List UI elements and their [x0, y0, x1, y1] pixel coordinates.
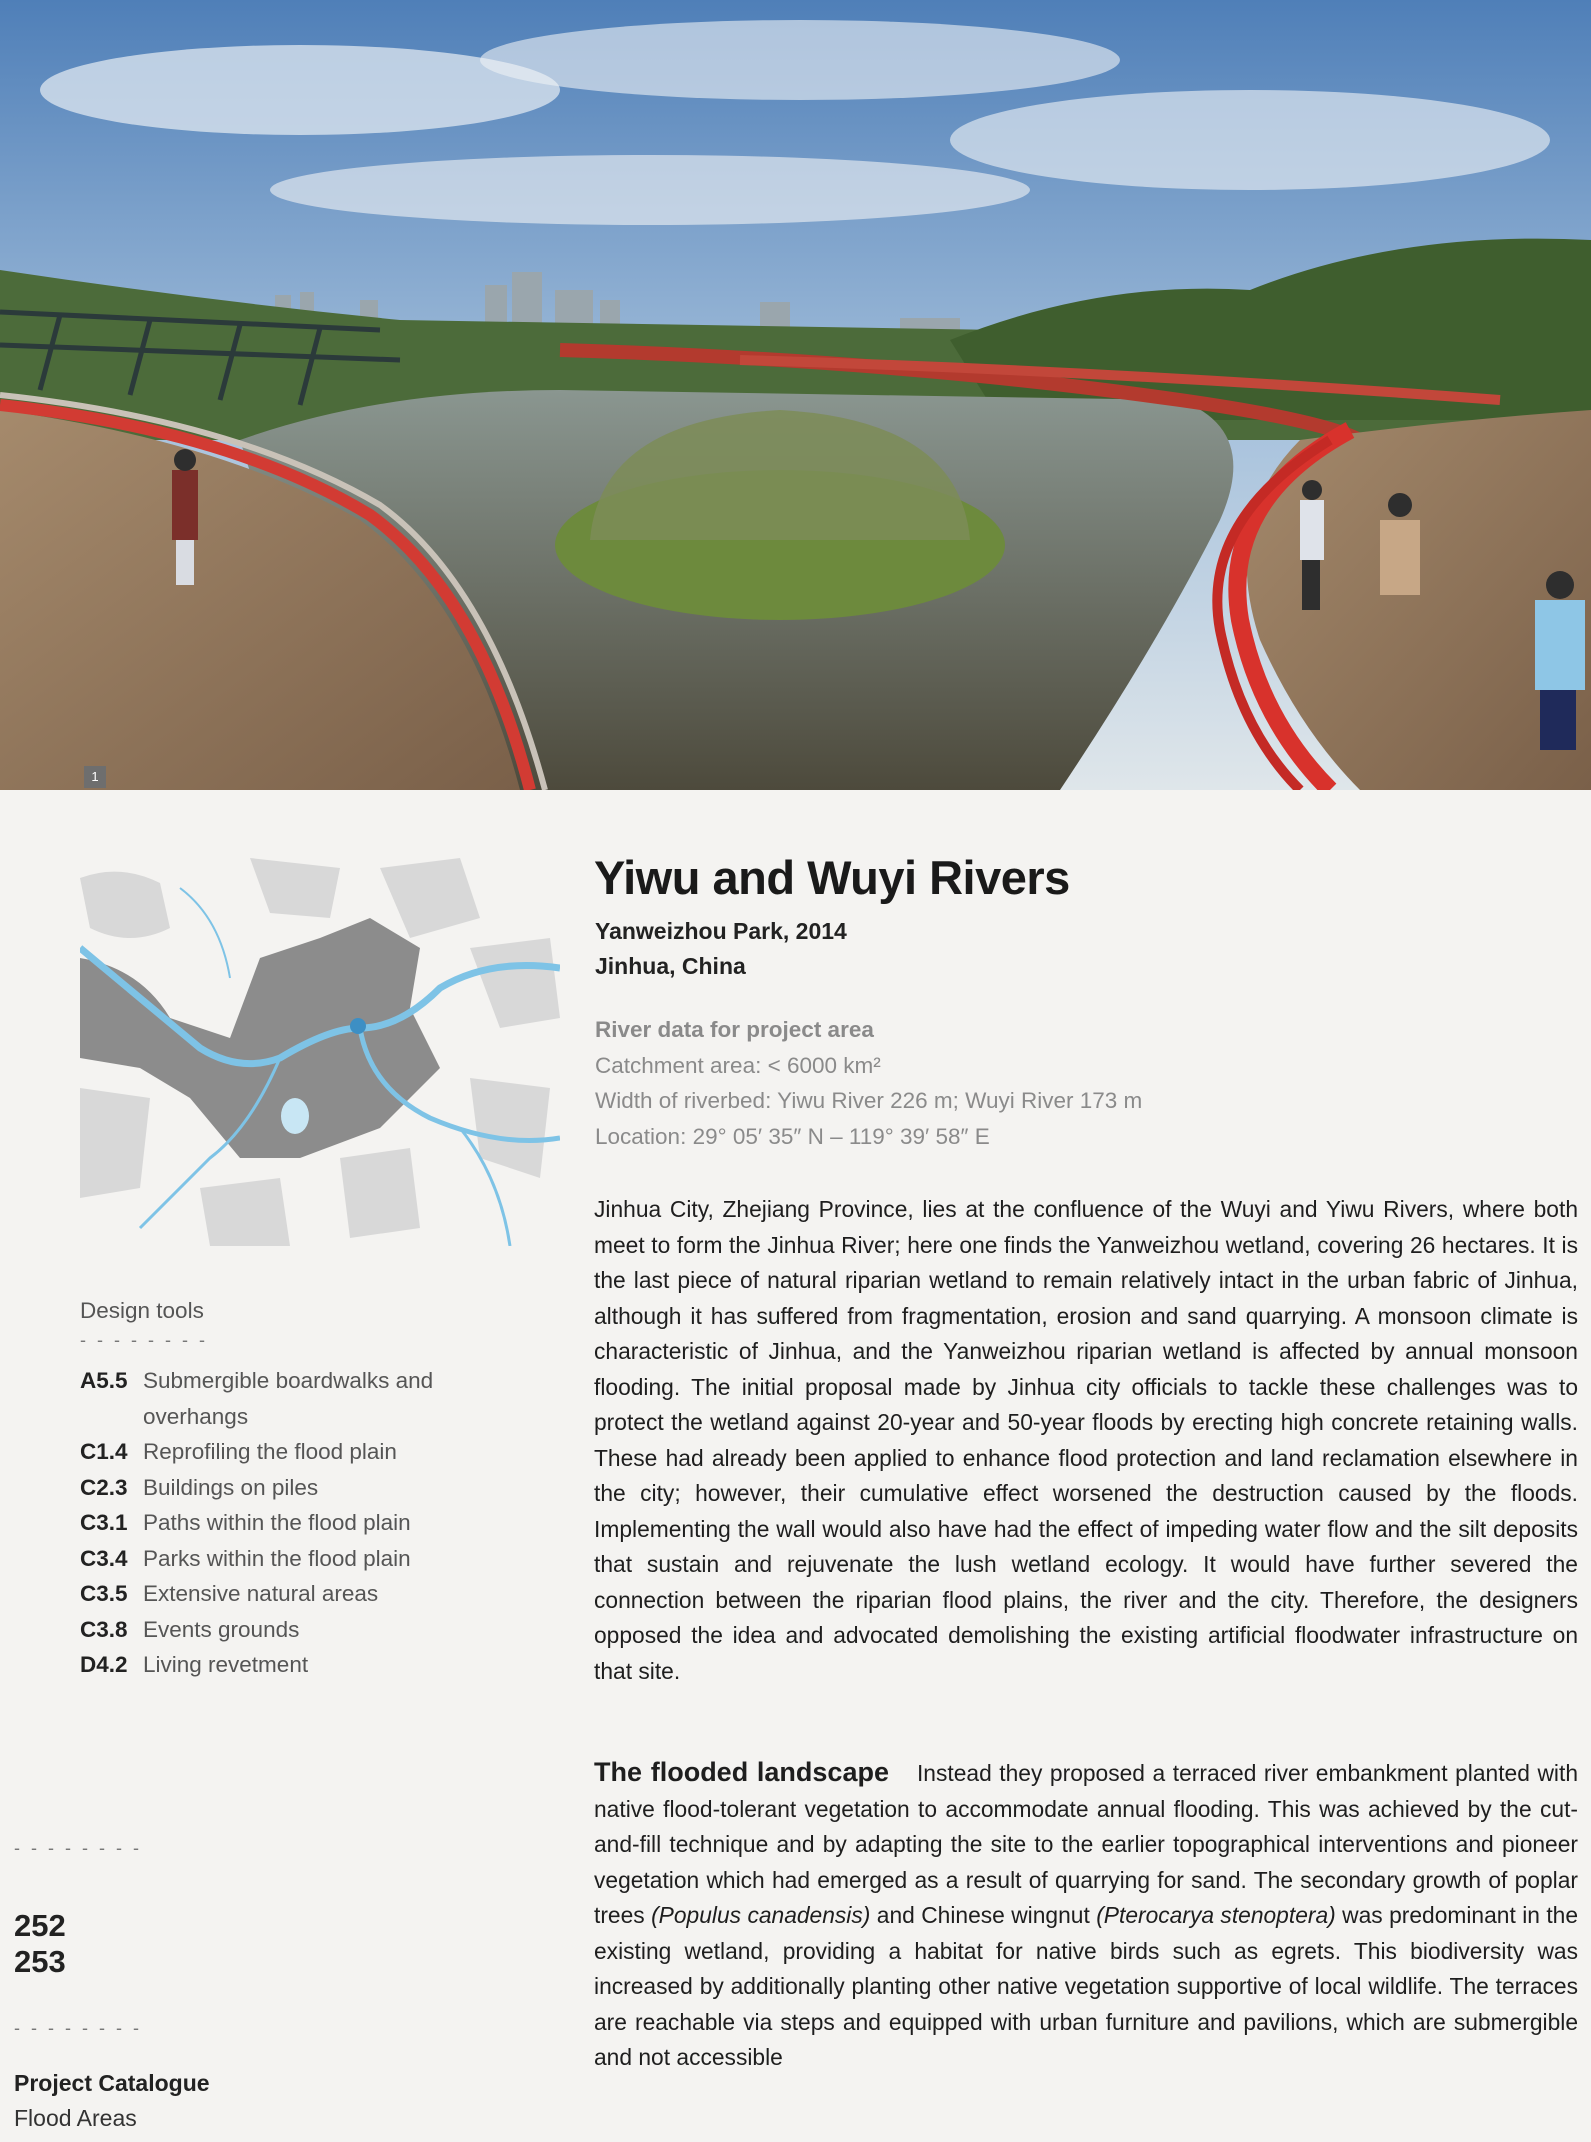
river-data-line: Width of riverbed: Yiwu River 226 m; Wuyi River 173 m — [595, 1088, 1143, 1113]
paragraph-text: was predominant in the existing wetland, providing a habitat for native birds such as egrets. This biodiversity was increased by additionally planting other native vegetation supportive of local wildlife. The terraces are reachable via steps and equipped with urban furniture and pavilions, which are submergible and not accessible — [594, 1902, 1579, 2070]
tool-label: Submergible boardwalks and overhangs — [143, 1368, 434, 1429]
species-name: (Populus canadensis) — [651, 1902, 871, 1928]
tool-code: D4.2 — [80, 1652, 128, 1677]
tool-label: Paths within the flood plain — [143, 1510, 411, 1535]
tool-item — [80, 1647, 500, 1683]
project-location: Jinhua, China — [595, 953, 746, 979]
subtitle — [595, 914, 847, 984]
site-map — [80, 858, 560, 1246]
tool-label: Extensive natural areas — [143, 1581, 379, 1606]
tool-code: A5.5 — [80, 1368, 128, 1393]
page-number-right: 253 — [14, 1944, 66, 1979]
river-data-line: Catchment area: < 6000 km² — [595, 1052, 881, 1078]
river-data — [595, 1012, 1142, 1154]
tool-code: C3.5 — [80, 1581, 128, 1606]
tool-code: C3.8 — [80, 1616, 128, 1642]
section-label — [14, 2066, 210, 2136]
river-data-heading: River data for project area — [595, 1017, 874, 1042]
river-data-line: Location: 29° 05′ 35″ N – 119° 39′ 58″ E — [595, 1123, 990, 1149]
tool-item — [80, 1470, 500, 1506]
section-title: Project Catalogue — [14, 2070, 210, 2096]
design-tools — [80, 1298, 500, 1683]
tool-code: C3.1 — [80, 1510, 128, 1535]
body-paragraph-1: Jinhua City, Zhejiang Province, lies at the confluence of the Wuyi and Yiwu Rivers, where both meet to form the Jinhua River; here one finds the Yanweizhou wetland, covering 26 hectares. It is the last piece of natural riparian wetland to remain relatively intact in the urban fabric of Jinhua, although it has suffered from fragmentation, erosion and sand quarrying. A monsoon climate is characteristic of Jinhua, and the Yanweizhou riparian wetland is affected by annual monsoon flooding. The initial proposal made by Jinhua city officials to tackle these challenges was to protect the wetland against 20-year and 50-year floods by erecting high concrete retaining walls. These had already been applied to enhance flood protection and land reclamation elsewhere in the city; however, their cumulative effect worsened the destruction caused by the floods. Implementing the wall would also have had the effect of impeding water flow and the silt deposits that sustain and rejuvenate the lush wetland ecology. It would have further severed the connection between the riparian flood plains, the river and the city. Therefore, the designers opposed the idea and advocated demolishing the existing artificial floodwater infrastructure on that site. — [594, 1196, 1578, 1684]
page-numbers — [14, 1908, 66, 1980]
species-name: (Pterocarya stenoptera) — [1096, 1902, 1336, 1928]
tool-code: C1.4 — [80, 1439, 128, 1464]
paragraph-text: and Chinese wingnut — [870, 1902, 1097, 1928]
tool-item — [80, 1612, 500, 1648]
park-photo-illustration — [0, 0, 1591, 790]
section-name: Flood Areas — [14, 2105, 137, 2131]
tool-label: Events grounds — [143, 1616, 300, 1642]
tool-label: Parks within the flood plain — [143, 1545, 411, 1571]
paragraph-text: Instead they proposed a terraced river embankment planted with native flood-tolerant vegetation to accommodate annual flooding. This was achieved by the cut-and-fill technique and by adapting the site to the earlier topographical interventions and pioneer vegetation which had emerged as a result of quarrying for sand. The secondary growth of poplar trees — [594, 1760, 1578, 1928]
project-name-year: Yanweizhou Park, 2014 — [595, 918, 847, 944]
river-map-illustration — [80, 858, 560, 1246]
hero-photo — [0, 0, 1591, 790]
subheading: The flooded landscape — [594, 1757, 889, 1787]
tool-item — [80, 1363, 500, 1434]
page-number-left: 252 — [14, 1908, 66, 1943]
tool-item — [80, 1505, 500, 1541]
tool-item — [80, 1576, 500, 1612]
side-divider-top: - - - - - - - - — [14, 1838, 142, 1858]
tool-code: C3.4 — [80, 1545, 128, 1571]
page-title: Yiwu and Wuyi Rivers — [594, 851, 1070, 904]
tool-item — [80, 1434, 500, 1470]
tool-label: Buildings on piles — [143, 1474, 319, 1500]
tool-code: C2.3 — [80, 1474, 128, 1500]
tool-label: Reprofiling the flood plain — [143, 1439, 397, 1464]
tool-label: Living revetment — [143, 1652, 309, 1677]
body-paragraph-2 — [594, 1755, 1578, 2076]
design-tools-divider: - - - - - - - - — [80, 1330, 208, 1350]
figure-number-badge: 1 — [84, 766, 106, 788]
side-divider-bottom: - - - - - - - - — [14, 2018, 142, 2038]
tool-item — [80, 1541, 500, 1577]
design-tools-heading: Design tools — [80, 1298, 204, 1323]
